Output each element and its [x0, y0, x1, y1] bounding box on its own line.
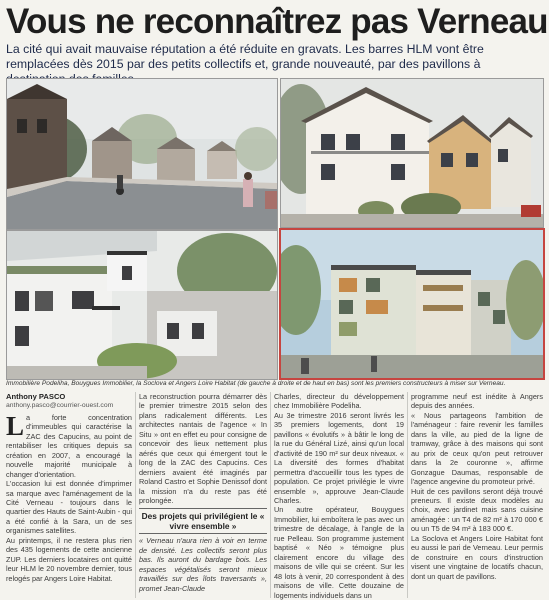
column-3: [274, 392, 404, 600]
photo-white-building: [6, 230, 278, 380]
photo-colored-facade: [279, 228, 545, 380]
paragraph: programme neuf est inédite à Angers depuis des années.: [411, 392, 543, 411]
paragraph: « Verneau n'aura rien à voir en terme de densité. Les collectifs seront plus bas. Ils auront du bardage bois. Les espaces végétalisés seront mieux travaillés sur des îlots traversants », promet Jean-Claude: [139, 536, 267, 593]
column-divider: [135, 392, 136, 598]
paragraph: L'occasion lui est donnée d'imprimer sa marque avec l'aménagement de la Cité Verneau - toujours dans le quartier des Hauts de Saint-Aubin - qui a été confié à la Sara, un de ses organismes satellites.: [6, 479, 132, 536]
column-4: [411, 392, 543, 581]
paragraph: Au 3e trimestre 2016 seront livrés les 35 premiers logements, dont 19 pavillons « évolutifs » à bâtir le long de la rue du Général Lizé, ainsi qu'un local d'activité de 190 m² sur deux niveaux. « La diversité des formes d'habitat permettra d'accueillir tous les types de population. Ce projet privilégie le vivre ensemble », approuve Jean-Claude Charles.: [274, 410, 404, 505]
paragraph: Huit de ces pavillons seront déjà trouvé preneurs. Il existe deux modèles au choix, avec jardinet mais sans cuisine aménagée : un T4 de 82 m² à 170 000 € ou un T5 de 94 m² à 183 000 €.: [411, 486, 543, 534]
column-1: [6, 392, 132, 583]
column-divider: [270, 392, 271, 598]
paragraph: La Soclova et Angers Loire Habitat font eu aussi le pari de Verneau. Leur permis de construire en cours d'instruction visent une vingtaine de locatifs chacun, dont un quart de pavillons.: [411, 533, 543, 581]
paragraph: « Nous partageons l'ambition de l'aménageur : faire revenir les familles dans la ville, au pied de la ligne de tramway, grâce à des maisons qui sont au prix de ceux qu'on peut retrouver dans la 2e couronne », affirme Gonzague Daumas, responsable de l'agence angevine du promoteur privé.: [411, 410, 543, 487]
paragraph: Un autre opérateur, Bouygues Immobilier, lui emboîtera le pas avec un trimestre de décalage, à l'angle de la rue Pelleau. Son programme justement baptisé « Néo » témoigne plus clairement encore du village des maisons de ville qui se créent. Sur les 48 lots à venir, 20 correspondent à des maisons de ville. Cette douzaine de logements individuels dans un: [274, 505, 404, 600]
paragraph: La reconstruction pourra démarrer dès le premier trimestre 2015 selon des plans radicalement différents. Les architectes nantais de l'agence « In Situ » ont en effet eu pour consigne de concevoir des lieux nettement plus aérés que ceux qui émergent tout le long de la ZAC des Capucins. Ces derniers avaient été imaginés par Roland Castro et Sophie Denissof dont la mission n'a du reste pas été prolongée.: [139, 392, 267, 505]
photo-street-housing: [6, 78, 278, 230]
photo-caption: Immobilière Podeliha, Bouygues Immobilier, la Soclova et Angers Loire Habitat (de gauche à droite et de haut en bas) sont les premiers constructeurs à miser sur Verneau.: [6, 380, 506, 387]
byline-author: Anthony PASCO: [6, 392, 66, 401]
drop-cap: L: [6, 410, 25, 441]
photo-bardage-houses: [280, 78, 544, 228]
column-divider: [407, 392, 408, 598]
headline: Vous ne reconnaîtrez pas Verneau: [6, 2, 548, 41]
paragraph: Au printemps, il ne restera plus rien des 435 logements de cette ancienne ZUP. Les derniers locataires ont quitté leur HLM le 20 novembre dernier, tous relogés par Angers Loire Habitat.: [6, 535, 132, 583]
standfirst: La cité qui avait mauvaise réputation a été réduite en gravats. Les barres HLM vont être remplacées dès 2015 par des petits collectifs et, grande nouveauté, par des pavillons à: [6, 42, 484, 71]
paragraph: La forte concentration d'immeubles qui caractérise la ZAC des Capucins, au point de rentabiliser les critiques depuis sa création en 2007, a encouragé la nouvelle majorité municipale à changer d'orientation.: [6, 410, 132, 479]
paragraph: Charles, directeur du développement chez Immobilière Podeliha.: [274, 392, 404, 411]
inset-heading: Des projets qui privilégient le « vivre ensemble »: [139, 508, 267, 534]
byline-email[interactable]: anthony.pasco@courrier-ouest.com: [6, 402, 114, 410]
column-2: [139, 392, 267, 593]
